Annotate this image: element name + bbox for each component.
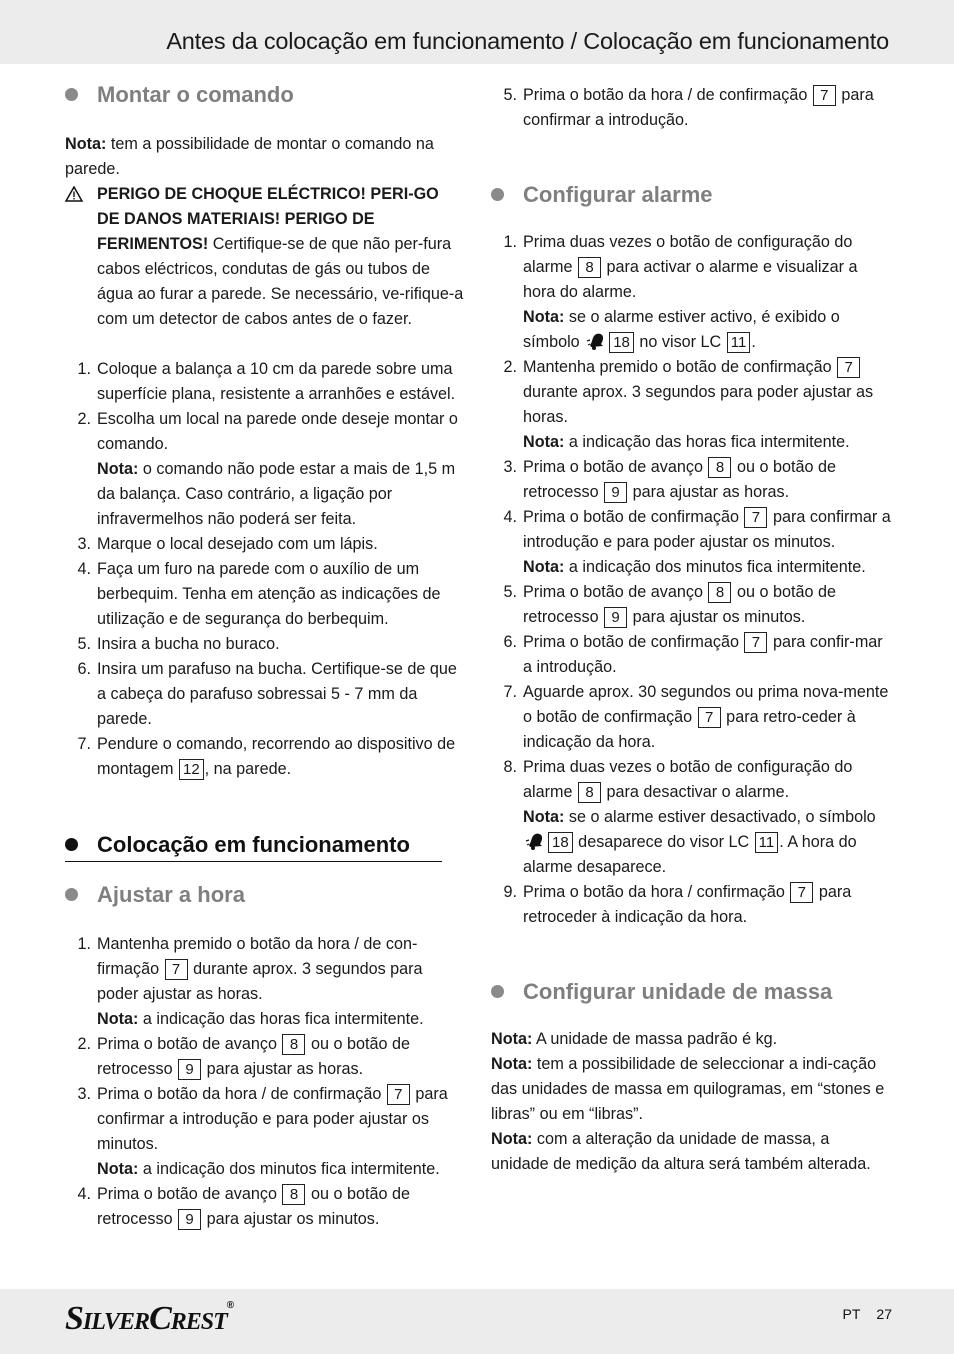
ref-number-box: 8	[282, 1184, 305, 1205]
list-item: 4. Prima o botão de confirmação 7 para confirmar a introdução e para poder ajustar os minutos. Nota: a indicação dos minutos fica intermitente.	[503, 508, 891, 576]
section-alarme-heading: Configurar alarme	[491, 180, 891, 208]
montar-warning: PERIGO DE CHOQUE ELÉCTRICO! PERI-GO DE DANOS MATERIAIS! PERIGO DE FERIMENTOS! Certifique-se de que não per-fura cabos eléctricos, condutas de gás ou tubos de água ao furar a parede. Se necessário, ve-rifique-a com um detector de cabos antes de o fazer.	[65, 182, 465, 332]
ref-number-box: 11	[727, 332, 751, 353]
list-item: 6. Prima o botão de confirmação 7 para confir-mar a introdução.	[503, 633, 883, 676]
brand-logo: SILVERCREST®	[65, 1300, 234, 1337]
section-montar-heading: Montar o comando	[65, 80, 465, 108]
list-item: 4. Faça um furo na parede com o auxílio de um berbequim. Tenha em atenção as indicações de utilização e de segurança do berbequim.	[77, 560, 441, 628]
bullet-icon	[65, 888, 78, 901]
ref-number-box: 8	[708, 457, 731, 478]
list-item: 2. Mantenha premido o botão de confirmação 7 durante aprox. 3 segundos para poder ajustar as horas. Nota: a indicação das horas fica intermitente.	[503, 358, 874, 451]
left-column	[65, 80, 465, 1232]
ref-number-box: 7	[165, 959, 188, 980]
ref-number-box: 7	[698, 707, 721, 728]
hora-steps	[65, 932, 465, 1232]
ref-number-box: 12	[179, 759, 204, 780]
list-item: 2. Prima o botão de avanço 8 ou o botão de retrocesso 9 para ajustar as horas.	[77, 1035, 410, 1078]
hora-steps-continued	[491, 83, 891, 133]
ref-number-box: 7	[813, 85, 836, 106]
bullet-icon	[491, 188, 504, 201]
list-item: 2. Escolha um local na parede onde deseje montar o comando. Nota: o comando não pode estar a mais de 1,5 m da balança. Caso contrário, a ligação por infravermelhos não poderá ser feita.	[77, 410, 458, 528]
ref-number-box: 9	[178, 1209, 201, 1230]
list-item: 3. Prima o botão de avanço 8 ou o botão de retrocesso 9 para ajustar as horas.	[503, 458, 836, 501]
ref-number-box: 8	[578, 257, 601, 278]
list-item: 8. Prima duas vezes o botão de configuração do alarme 8 para desactivar o alarme. Nota: se o alarme estiver desactivado, o símbolo 18 desaparece do visor LC 11 . A hora do alarme desaparece.	[503, 758, 876, 876]
ref-number-box: 9	[604, 482, 627, 503]
ref-number-box: 7	[790, 882, 813, 903]
page-info	[843, 1306, 892, 1322]
alarme-steps	[491, 230, 891, 930]
massa-note-3: Nota: com a alteração da unidade de massa, a unidade de medição da altura será também alterada.	[491, 1130, 871, 1173]
warning-triangle-icon	[65, 186, 83, 202]
list-item: 9. Prima o botão da hora / confirmação 7 para retroceder à indicação da hora.	[503, 883, 852, 926]
right-column	[491, 83, 891, 1177]
list-item: 1. Prima duas vezes o botão de configuração do alarme 8 para activar o alarme e visualizar a hora do alarme. Nota: se o alarme estiver activo, é exibido o símbolo 18 no visor LC 11 .	[503, 233, 858, 351]
list-item: 7. Pendure o comando, recorrendo ao dispositivo de montagem 12 , na parede.	[77, 735, 456, 778]
ref-number-box: 18	[609, 332, 634, 353]
page-header	[0, 0, 954, 64]
massa-note-2: Nota: tem a possibilidade de seleccionar a indi-cação das unidades de massa em quilogramas, em “stones e libras” ou em “libras”.	[491, 1055, 885, 1123]
section-colocacao-heading: Colocação em funcionamento	[65, 830, 442, 862]
bullet-icon	[65, 838, 78, 851]
ref-number-box: 7	[387, 1084, 410, 1105]
section-hora-heading: Ajustar a hora	[65, 880, 465, 908]
ref-number-box: 8	[282, 1034, 305, 1055]
massa-note-1: Nota: A unidade de massa padrão é kg.	[491, 1030, 778, 1048]
bullet-icon	[65, 88, 78, 101]
list-item: 3. Prima o botão da hora / de confirmação 7 para confirmar a introdução e para poder ajustar os minutos. Nota: a indicação dos minutos fica intermitente.	[77, 1085, 448, 1178]
montar-steps	[65, 357, 465, 782]
ref-number-box: 18	[548, 832, 573, 853]
bell-icon	[586, 331, 606, 350]
list-item: 4. Prima o botão de avanço 8 ou o botão de retrocesso 9 para ajustar os minutos.	[77, 1185, 410, 1228]
list-item: 1. Mantenha premido o botão da hora / de con-firmação 7 durante aprox. 3 segundos para poder ajustar as horas. Nota: a indicação das horas fica intermitente.	[77, 935, 424, 1028]
page-number: 27	[876, 1306, 892, 1322]
ref-number-box: 7	[744, 507, 767, 528]
ref-number-box: 7	[837, 357, 860, 378]
list-item: 3. Marque o local desejado com um lápis.	[77, 535, 378, 553]
bell-icon	[525, 831, 545, 850]
language-code: PT	[842, 1306, 861, 1322]
list-item: 1. Coloque a balança a 10 cm da parede sobre uma superfície plana, resistente a arranhões e estável.	[77, 360, 456, 403]
list-item: 5. Prima o botão de avanço 8 ou o botão de retrocesso 9 para ajustar os minutos.	[503, 583, 836, 626]
ref-number-box: 11	[755, 832, 779, 853]
montar-note: Nota: tem a possibilidade de montar o comando na parede.	[65, 135, 434, 178]
list-item: 5. Insira a bucha no buraco.	[77, 635, 280, 653]
ref-number-box: 7	[744, 632, 767, 653]
list-item: 7. Aguarde aprox. 30 segundos ou prima nova-mente o botão de confirmação 7 para retro-ceder à indicação da hora.	[503, 683, 889, 751]
bullet-icon	[491, 985, 504, 998]
page-title: Antes da colocação em funcionamento / Colocação em funcionamento	[166, 28, 889, 54]
ref-number-box: 9	[604, 607, 627, 628]
list-item: 5. Prima o botão da hora / de confirmação 7 para confirmar a introdução.	[503, 86, 874, 129]
section-massa-heading: Configurar unidade de massa	[491, 977, 891, 1005]
ref-number-box: 8	[578, 782, 601, 803]
list-item: 6. Insira um parafuso na bucha. Certifique-se de que a cabeça do parafuso sobressai 5 - 7 mm da parede.	[77, 660, 457, 728]
ref-number-box: 8	[708, 582, 731, 603]
ref-number-box: 9	[178, 1059, 201, 1080]
